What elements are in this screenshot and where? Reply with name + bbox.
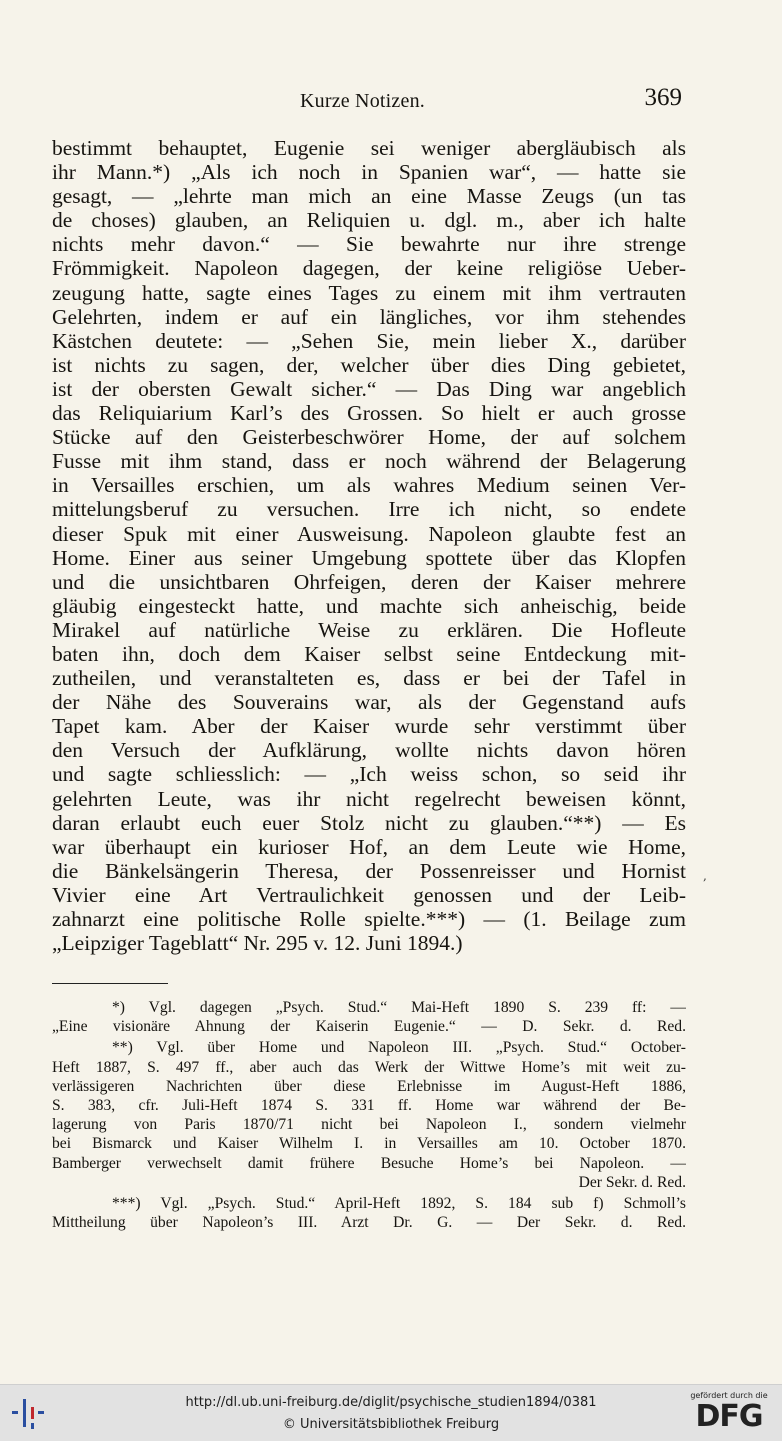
text-line: mittelungsberuf zu versuchen. Irre ich nicht, so endete <box>52 497 686 522</box>
text-line: in Versailles erschien, um als wahres Medium seinen Ver- <box>52 473 686 498</box>
footnote-line: lagerung von Paris 1870/71 nicht bei Napoleon I., sondern vielmehr <box>52 1116 686 1134</box>
text-line: Frömmigkeit. Napoleon dagegen, der keine religiöse Ueber- <box>52 256 686 281</box>
text-line: zahnarzt eine politische Rolle spielte.***) — (1. Beilage zum <box>52 907 686 931</box>
footnote-line: **) Vgl. über Home und Napoleon III. „Psych. Stud.“ October- <box>112 1039 686 1057</box>
margin-mark: , <box>703 869 707 883</box>
footnote-line: verlässigeren Nachrichten über diese Erlebnisse im August-Heft 1886, <box>52 1077 686 1095</box>
text-line: ist der obersten Gewalt sicher.“ — Das Ding war angeblich <box>52 376 686 401</box>
text-line: Mirakel auf natürliche Weise zu erklären. Die Hofleute <box>52 617 686 642</box>
text-line: der Nähe des Souverains war, als der Gegenstand aufs <box>52 690 686 715</box>
body-text <box>52 136 686 955</box>
footnote-line: *) Vgl. dagegen „Psych. Stud.“ Mai-Heft 1890 S. 239 ff: — <box>112 999 686 1016</box>
footnote-rule <box>52 983 168 984</box>
text-line: Fusse mit ihm stand, dass er noch während der Belagerung <box>52 449 686 474</box>
footnote-line: ***) Vgl. „Psych. Stud.“ April-Heft 1892, S. 184 sub f) Schmoll’s <box>112 1194 686 1212</box>
text-line: war überhaupt ein kurioser Hof, an dem Leute wie Home, <box>52 834 686 859</box>
text-line: Home. Einer aus seiner Umgebung spottete über das Klopfen <box>52 545 686 570</box>
text-line: gelehrten Leute, was ihr nicht regelrecht beweisen könnt, <box>52 786 686 811</box>
text-line: baten ihn, doch dem Kaiser selbst seine Entdeckung mit- <box>52 641 686 666</box>
text-line: das Reliquiarium Karl’s des Grossen. So hielt er auch grosse <box>52 401 686 426</box>
text-line: ihr Mann.*) „Als ich noch in Spanien war“, — hatte sie <box>52 160 686 185</box>
text-line: bestimmt behauptet, Eugenie sei weniger abergläubisch als <box>52 136 686 160</box>
text-line: zeugung hatte, sagte eines Tages zu einem mit ihm vertrauten <box>52 280 686 305</box>
text-line: die Bänkelsängerin Theresa, der Possenreisser und Hornist <box>52 858 686 883</box>
funder-caption: gefördert durch die <box>690 1391 768 1400</box>
text-line: den Versuch der Aufklärung, wollte nichts davon hören <box>52 738 686 763</box>
text-line: dieser Spuk mit einer Ausweisung. Napoleon glaubte fest an <box>52 521 686 546</box>
text-line: gläubig eingesteckt hatte, und machte sich anheischig, beide <box>52 593 686 618</box>
footnote-line: S. 383, cfr. Juli-Heft 1874 S. 331 ff. Home war während der Be- <box>52 1096 686 1114</box>
page-number: 369 <box>644 84 682 111</box>
footnote-line: Mittheilung über Napoleon’s III. Arzt Dr. G. — Der Sekr. d. Red. <box>52 1214 686 1232</box>
text-line: nichts mehr davon.“ — Sie bewahrte nur ihre strenge <box>52 232 686 257</box>
text-line: zutheilen, und veranstalteten es, dass er bei der Tafel in <box>52 666 686 691</box>
text-line: und sagte schliesslich: — „Ich weiss schon, so seid ihr <box>52 762 686 787</box>
text-line: de choses) glauben, an Reliquien u. dgl. m., aber ich halte <box>52 208 686 233</box>
footnotes <box>52 998 686 1232</box>
text-line: Gelehrten, indem er auf ein längliches, vor ihm stehendes <box>52 304 686 329</box>
viewer-footer <box>0 1384 782 1441</box>
text-line: Vivier eine Art Vertraulichkeit genossen und der Leib- <box>52 882 686 907</box>
funder-logo-text: DFG <box>695 1399 763 1434</box>
running-title: Kurze Notizen. <box>300 90 425 112</box>
text-line: „Leipziger Tageblatt“ Nr. 295 v. 12. Juni 1894.) <box>52 931 463 956</box>
page-header <box>52 84 686 120</box>
footnote-line: Bamberger verwechselt damit frühere Besuche Home’s bei Napoleon. — <box>52 1154 686 1172</box>
text-line: Kästchen deutete: — „Sehen Sie, mein lieber X., darüber <box>52 328 686 353</box>
footnote-signature: Der Sekr. d. Red. <box>578 1173 686 1191</box>
text-line: gesagt, — „lehrte man mich an eine Masse Zeugs (un tas <box>52 184 686 209</box>
text-line: Stücke auf den Geisterbeschwörer Home, der auf solchem <box>52 425 686 450</box>
footnote-line: Heft 1887, S. 497 ff., aber auch das Werk der Wittwe Home’s mit weit zu- <box>52 1058 686 1076</box>
copyright-notice: © Universitätsbibliothek Freiburg <box>282 1417 500 1432</box>
footnote-line: „Eine visionäre Ahnung der Kaiserin Eugenie.“ — D. Sekr. d. Red. <box>52 1018 686 1036</box>
footnote-line: bei Bismarck und Kaiser Wilhelm I. in Versailles am 10. October 1870. <box>52 1135 686 1153</box>
text-line: ist nichts zu sagen, der, welcher über dies Ding gebietet, <box>52 352 686 377</box>
text-line: und die unsichtbaren Ohrfeigen, deren der Kaiser mehrere <box>52 569 686 594</box>
text-line: Tapet kam. Aber der Kaiser wurde sehr verstimmt über <box>52 714 686 739</box>
dfg-logo <box>686 1389 772 1439</box>
permalink-url[interactable]: http://dl.ub.uni-freiburg.de/diglit/psychische_studien1894/0381 <box>185 1395 597 1410</box>
text-line: daran erlaubt euch euer Stolz nicht zu glauben.“**) — Es <box>52 810 686 835</box>
